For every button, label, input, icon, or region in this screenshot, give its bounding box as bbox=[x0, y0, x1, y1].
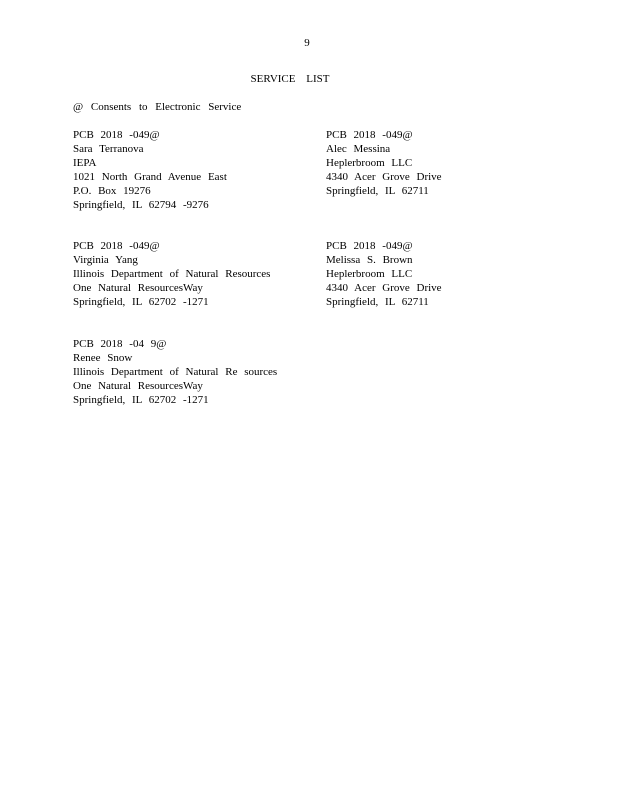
city-state-zip: Springfield, IL 62702 -1271 bbox=[73, 394, 209, 406]
organization: Illinois Department of Natural Resources bbox=[73, 268, 271, 280]
service-entry bbox=[326, 239, 442, 309]
organization: Heplerbroom LLC bbox=[326, 268, 413, 280]
address-line: 4340 Acer Grove Drive bbox=[326, 282, 442, 294]
page-title: SERVICE LIST bbox=[250, 73, 330, 85]
service-entry bbox=[73, 239, 270, 309]
address-line: One Natural ResourcesWay bbox=[73, 282, 203, 294]
service-entry bbox=[73, 337, 277, 407]
page-number: 9 bbox=[304, 37, 310, 49]
city-state-zip: Springfield, IL 62711 bbox=[326, 296, 429, 308]
case-number: PCB 2018 -049@ bbox=[326, 129, 413, 141]
service-entry bbox=[326, 128, 442, 198]
case-number: PCB 2018 -049@ bbox=[73, 240, 160, 252]
city-state-zip: Springfield, IL 62794 -9276 bbox=[73, 199, 209, 211]
address-line: 4340 Acer Grove Drive bbox=[326, 171, 442, 183]
address-line: 1021 North Grand Avenue East bbox=[73, 171, 227, 183]
address-line: One Natural ResourcesWay bbox=[73, 380, 203, 392]
organization: IEPA bbox=[73, 157, 97, 169]
contact-name: Melissa S. Brown bbox=[326, 254, 413, 266]
contact-name: Renee Snow bbox=[73, 352, 133, 364]
organization: Heplerbroom LLC bbox=[326, 157, 413, 169]
contact-name: Sara Terranova bbox=[73, 143, 144, 155]
service-entry bbox=[73, 128, 227, 212]
case-number: PCB 2018 -04 9@ bbox=[73, 338, 167, 350]
city-state-zip: Springfield, IL 62702 -1271 bbox=[73, 296, 209, 308]
contact-name: Alec Messina bbox=[326, 143, 391, 155]
contact-name: Virginia Yang bbox=[73, 254, 138, 266]
consent-note: @ Consents to Electronic Service bbox=[73, 101, 242, 113]
organization: Illinois Department of Natural Re sources bbox=[73, 366, 278, 378]
address-line: P.O. Box 19276 bbox=[73, 185, 151, 197]
case-number: PCB 2018 -049@ bbox=[326, 240, 413, 252]
case-number: PCB 2018 -049@ bbox=[73, 129, 160, 141]
city-state-zip: Springfield, IL 62711 bbox=[326, 185, 429, 197]
